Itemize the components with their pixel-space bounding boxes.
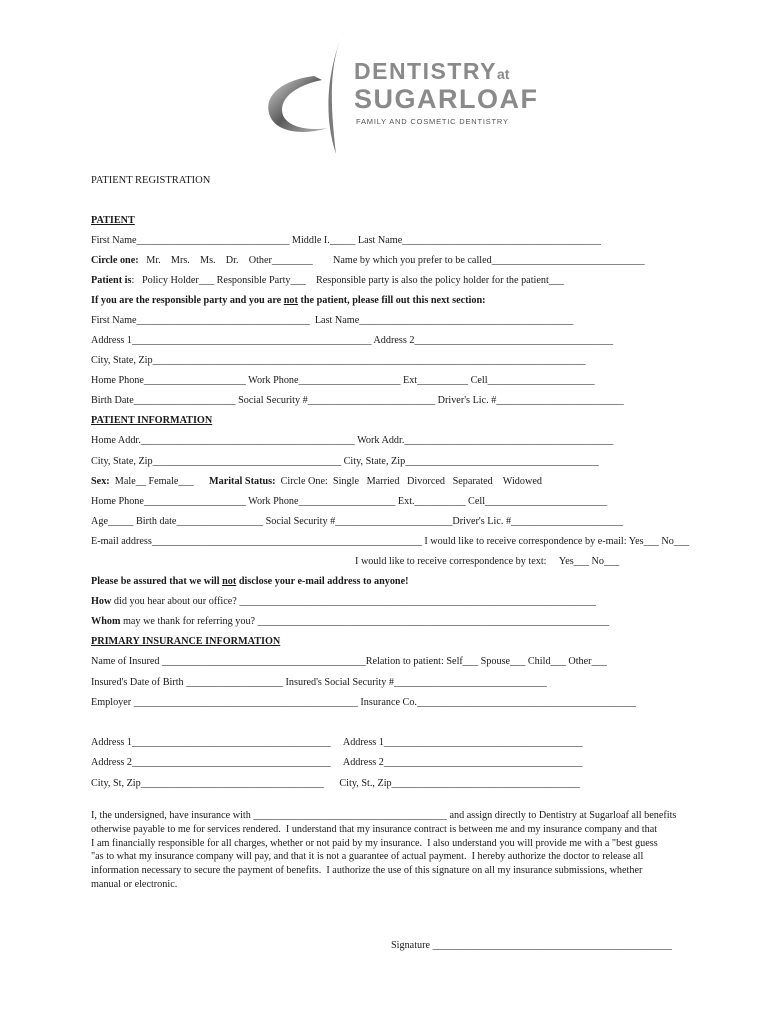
field-row-sex-marital[interactable] — [91, 475, 542, 489]
practice-logo — [262, 28, 539, 158]
marital-label: Marital Status: — [209, 476, 276, 487]
section-heading-primary-insurance: PRIMARY INSURANCE INFORMATION — [91, 636, 281, 647]
field-row-address-2[interactable]: Address 2_______________________________________ Address 2_______________________________________ — [91, 757, 583, 768]
field-row-cities[interactable]: City, State, Zip_____________________________________ City, State, Zip______________________________________ — [91, 456, 599, 467]
logo-wordmark-top: DENTISTRYat — [354, 58, 510, 84]
email-privacy-note: Please be assured that we will not disclose your e-mail address to anyone! — [91, 576, 409, 587]
field-row-insured-name[interactable]: Name of Insured ________________________________________Relation to patient: Self___ Spouse___ Child___ Other___ — [91, 656, 607, 667]
circle-one-label: Circle one: — [91, 255, 139, 266]
how-label: How — [91, 596, 112, 607]
field-row-rp-phones[interactable]: Home Phone____________________ Work Phone____________________ Ext__________ Cell_____________________ — [91, 375, 595, 386]
field-row-patient-phones[interactable]: Home Phone____________________ Work Phone___________________ Ext.__________ Cell________________________ — [91, 496, 608, 507]
field-row-email[interactable]: E-mail address_____________________________________________________ I would like to receive correspondence by e-mail: Yes___ No___ — [91, 536, 690, 547]
field-row-age-ids[interactable]: Age_____ Birth date_________________ Social Security #_______________________Driver's Lic. #______________________ — [91, 516, 624, 527]
field-row-text-consent[interactable]: I would like to receive correspondence by text: Yes___ No___ — [355, 556, 620, 567]
field-row-insured-dob-ssn[interactable]: Insured's Date of Birth ___________________ Insured's Social Security #______________________________ — [91, 677, 547, 688]
assignment-of-benefits-text: I, the undersigned, have insurance with ______________________________________ and assign directly to Dentistry at Sugarloaf all benefits otherwise payable to me for services rendered. I understand that my insurance contract is between me and my insurance company and that I am financially responsible for all charges, whether or not paid by my insurance. I also understand you will provide me with a "best guess "as to what my insurance company will pay, and that it is not a guarantee of actual payment. I hereby authorize the doctor to release all information necessary to secure the payment of benefits. I authorize the use of this signature on all my insurance submissions, whether manual or electronic. — [91, 810, 677, 890]
sex-label: Sex: — [91, 476, 110, 487]
sex-options: Male__ Female___ — [109, 476, 209, 487]
responsible-party-instruction: If you are the responsible party and you are not the patient, please fill out this next section: — [91, 295, 486, 306]
form-title: PATIENT REGISTRATION — [91, 175, 211, 186]
field-row-patient-is[interactable] — [91, 274, 564, 288]
field-row-address-1[interactable]: Address 1_______________________________________ Address 1_______________________________________ — [91, 737, 583, 748]
field-row-rp-address[interactable]: Address 1_______________________________________________ Address 2_______________________________________ — [91, 335, 614, 346]
field-row-rp-name[interactable]: First Name__________________________________ Last Name__________________________________________ — [91, 315, 574, 326]
logo-tagline: FAMILY AND COSMETIC DENTISTRY — [356, 117, 509, 126]
field-row-rp-ids[interactable]: Birth Date____________________ Social Security #_________________________ Driver's Lic. #_________________________ — [91, 395, 624, 406]
field-row-city-zip[interactable]: City, St, Zip____________________________________ City, St., Zip_____________________________________ — [91, 778, 581, 789]
title-options: Mr. Mrs. Ms. Dr. Other________ Name by which you prefer to be called______________________________ — [138, 255, 645, 266]
field-row-rp-city[interactable]: City, State, Zip_____________________________________________________________________________________ — [91, 355, 586, 366]
marital-options: Circle One: Single Married Divorced Separated Widowed — [275, 476, 542, 487]
field-row-how-heard[interactable]: How did you hear about our office? ______________________________________________________________________ — [91, 596, 596, 607]
section-heading-patient-information: PATIENT INFORMATION — [91, 415, 213, 426]
field-row-title-preferred-name[interactable] — [91, 254, 645, 268]
logo-wordmark-bottom: SUGARLOAF — [354, 84, 539, 114]
whom-label: Whom — [91, 616, 121, 627]
field-row-addresses[interactable]: Home Addr.__________________________________________ Work Addr._________________________________________ — [91, 435, 614, 446]
signature-field[interactable]: Signature _______________________________________________ — [391, 940, 672, 951]
field-row-referrer[interactable]: Whom may we thank for referring you? _____________________________________________________________________ — [91, 616, 610, 627]
section-heading-patient: PATIENT — [91, 215, 135, 226]
patient-is-options: : Policy Holder___ Responsible Party___ Responsible party is also the policy holder for the patient___ — [131, 275, 565, 286]
field-row-employer-insurer[interactable]: Employer ____________________________________________ Insurance Co.___________________________________________ — [91, 697, 637, 708]
field-row-name[interactable]: First Name______________________________ Middle I._____ Last Name_______________________________________ — [91, 235, 601, 246]
patient-is-label: Patient is — [91, 275, 132, 286]
logo-swoosh-icon — [262, 28, 362, 158]
